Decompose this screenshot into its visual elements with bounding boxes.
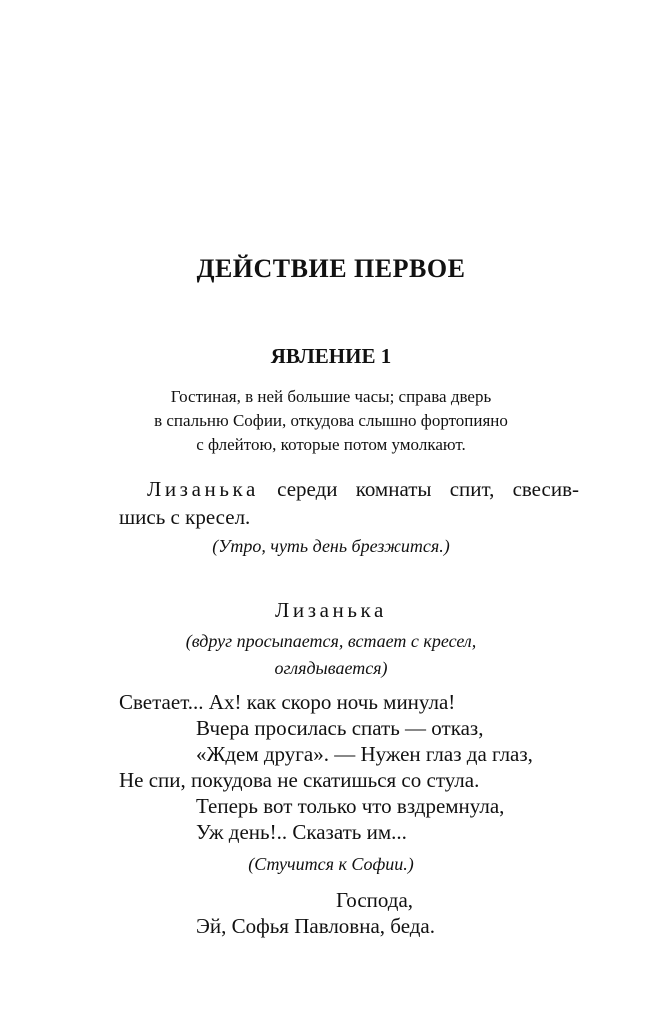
direction-line: (вдруг просыпается, встает с кресел,: [185, 631, 477, 651]
knock-direction: (Стучится к Софии.): [248, 854, 414, 874]
opening-line: [119, 475, 579, 503]
verse-line: Уж день!.. Сказать им...: [196, 820, 407, 844]
verse-line: «Ждем друга». — Нужен глаз да глаз,: [196, 742, 533, 766]
setting-line: в спальню Софии, откудова слышно фортопияно: [154, 411, 508, 430]
verse-block: [119, 689, 599, 845]
time-direction: (Утро, чуть день брезжится.): [212, 536, 450, 556]
character-name: Лизанька: [147, 477, 259, 501]
opening-stage-direction: [119, 475, 579, 531]
setting-line: Гостиная, в ней большие часы; справа дверь: [170, 387, 492, 406]
verse-line: Не спи, покудова не скатишься со стула.: [119, 768, 480, 792]
scene-setting: [100, 385, 562, 457]
verse-line: Светает... Ах! как скоро ночь минула!: [119, 690, 456, 714]
speaker-direction: [0, 628, 662, 682]
direction-line: оглядывается): [274, 658, 388, 678]
scene-title: ЯВЛЕНИЕ 1: [270, 344, 392, 368]
verse-line: Теперь вот только что вздремнула,: [196, 794, 505, 818]
opening-line: шись с кресел.: [119, 505, 251, 529]
opening-line-text: середи комнаты спит, свесив-: [277, 477, 579, 501]
setting-line: с флейтою, которые потом умолкают.: [196, 435, 466, 454]
verse-line: Вчера просилась спать — отказ,: [196, 716, 484, 740]
final-verse-block: [119, 887, 599, 939]
verse-line: Эй, Софья Павловна, беда.: [196, 914, 435, 938]
verse-line: Господа,: [336, 888, 414, 912]
act-title: ДЕЙСТВИЕ ПЕРВОЕ: [196, 254, 466, 283]
speaker-name: Лизанька: [275, 598, 387, 622]
